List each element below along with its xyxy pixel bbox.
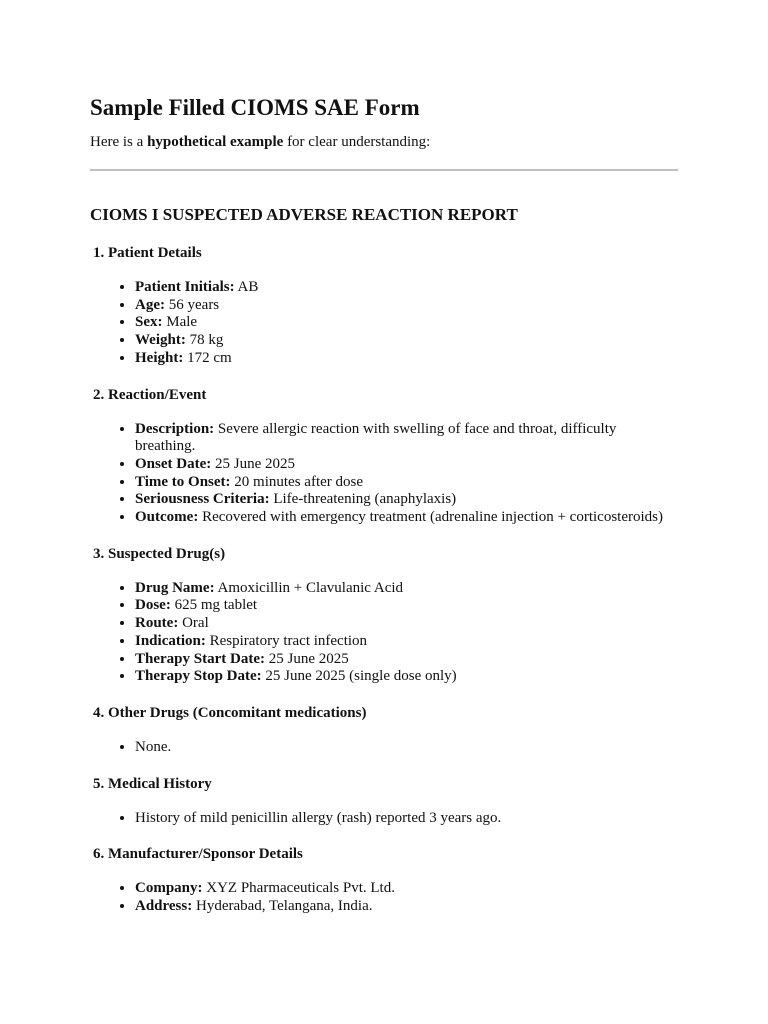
section-heading: 3. Suspected Drug(s) [93, 545, 226, 562]
section-heading: 2. Reaction/Event [93, 386, 207, 403]
field-label: Onset Date: [135, 455, 212, 472]
field-value: Respiratory tract infection [205, 632, 368, 649]
field-label: Time to Onset: [135, 473, 231, 490]
intro-text-bold: hypothetical example [147, 134, 284, 150]
bullet-list [90, 279, 678, 368]
bullet-list [90, 421, 678, 527]
report-section [90, 703, 678, 757]
list-item [135, 297, 678, 315]
field-value: 625 mg tablet [170, 597, 258, 614]
report-title: CIOMS I SUSPECTED ADVERSE REACTION REPORT [90, 205, 518, 224]
field-label: Route: [135, 615, 179, 632]
field-label: Address: [135, 898, 193, 915]
list-item [135, 314, 678, 332]
page-title: Sample Filled CIOMS SAE Form [90, 95, 420, 120]
field-value: Life-threatening (anaphylaxis) [269, 491, 457, 508]
field-label: Outcome: [135, 509, 199, 526]
field-label: Age: [135, 296, 165, 313]
list-item [135, 810, 678, 828]
field-label: Dose: [135, 597, 171, 614]
field-label: Seriousness Criteria: [135, 491, 270, 508]
field-value: History of mild penicillin allergy (rash) reported 3 years ago. [135, 809, 502, 826]
field-value: Hyderabad, Telangana, India. [192, 898, 373, 915]
field-value: Oral [178, 615, 209, 632]
field-label: Sex: [135, 314, 163, 331]
list-item [135, 739, 678, 757]
report-section [90, 544, 678, 686]
list-item [135, 332, 678, 350]
report-sections [90, 243, 678, 916]
bullet-list [90, 739, 678, 757]
intro-text-post: for clear understanding: [283, 134, 431, 150]
field-value: 25 June 2025 (single dose only) [261, 668, 457, 685]
field-label: Description: [135, 420, 215, 437]
field-value: 56 years [165, 296, 220, 313]
field-label: Indication: [135, 632, 206, 649]
field-label: Therapy Start Date: [135, 650, 265, 667]
list-item [135, 615, 678, 633]
field-value: Recovered with emergency treatment (adrenaline injection + corticosteroids) [198, 509, 663, 526]
list-item [135, 509, 678, 527]
field-label: Patient Initials: [135, 279, 235, 295]
field-value: 25 June 2025 [211, 455, 295, 472]
section-heading: 6. Manufacturer/Sponsor Details [93, 846, 303, 863]
list-item [135, 474, 678, 492]
bullet-list [90, 580, 678, 686]
intro-text-pre: Here is a [90, 134, 148, 150]
list-item [135, 456, 678, 474]
field-value: Amoxicillin + Clavulanic Acid [214, 579, 404, 596]
field-label: Therapy Stop Date: [135, 668, 262, 685]
intro-paragraph [90, 132, 678, 152]
list-item [135, 491, 678, 509]
list-item [135, 651, 678, 669]
field-label: Weight: [135, 332, 186, 349]
list-item [135, 350, 678, 368]
field-value: 25 June 2025 [264, 650, 349, 667]
field-value: XYZ Pharmaceuticals Pvt. Ltd. [202, 880, 395, 897]
report-section [90, 385, 678, 527]
field-value: AB [234, 279, 259, 295]
field-label: Company: [135, 880, 203, 897]
field-value: 172 cm [183, 349, 232, 366]
horizontal-divider [90, 169, 678, 171]
list-item [135, 421, 678, 456]
field-value: Male [162, 314, 198, 331]
field-label: Drug Name: [135, 579, 215, 596]
report-section [90, 844, 678, 915]
list-item [135, 597, 678, 615]
list-item [135, 668, 678, 686]
list-item [135, 898, 678, 916]
field-value: Severe allergic reaction with swelling of face and throat, difficulty breathing. [135, 420, 617, 455]
field-label: Height: [135, 349, 184, 366]
list-item [135, 633, 678, 651]
field-value: 20 minutes after dose [230, 473, 364, 490]
section-heading: 5. Medical History [93, 775, 212, 792]
list-item [135, 880, 678, 898]
field-value: None. [135, 738, 172, 755]
bullet-list [90, 810, 678, 828]
field-value: 78 kg [185, 332, 224, 349]
report-section [90, 774, 678, 828]
list-item [135, 580, 678, 598]
report-section [90, 243, 678, 368]
section-heading: 1. Patient Details [93, 245, 202, 261]
list-item [135, 279, 678, 297]
bullet-list [90, 880, 678, 915]
section-heading: 4. Other Drugs (Concomitant medications) [93, 704, 367, 721]
